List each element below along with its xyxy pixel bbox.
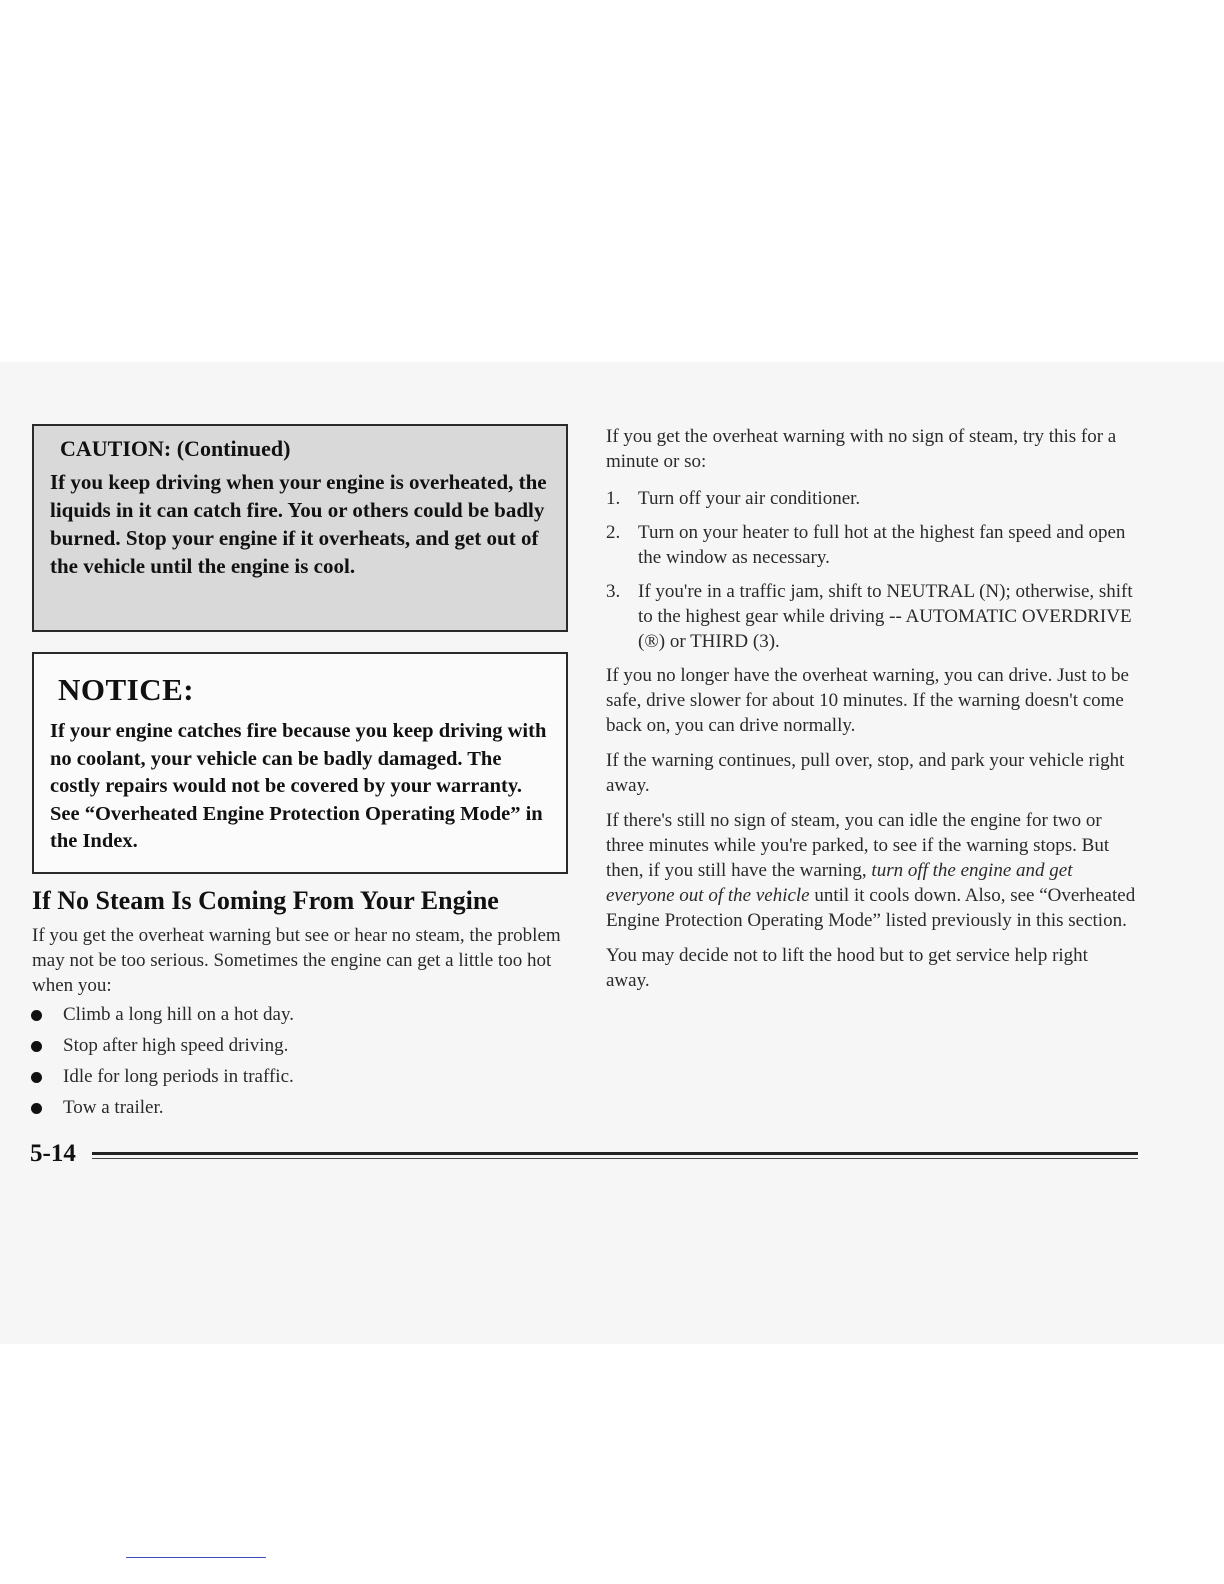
- list-item: [30, 1095, 550, 1126]
- section-heading: If No Steam Is Coming From Your Engine: [32, 886, 499, 915]
- para-text: until it cools down. Also, see “Overheated Engine Protection Operating Mode” listed previously in this section.: [606, 885, 1136, 931]
- step-text: Turn off your air conditioner.: [638, 488, 861, 509]
- step-number: 1.: [606, 488, 621, 509]
- step-text: Turn on your heater to full hot at the highest fan speed and open the window as necessary.: [638, 522, 1126, 568]
- para-text: If there's still no sign of steam, you can idle the engine for two or three minutes while you're parked, to see if the warning stops. But then, if you still have the warning,: [606, 810, 1110, 881]
- caution-box: [32, 424, 568, 632]
- step-number: 3.: [606, 581, 621, 602]
- bullet-text: Climb a long hill on a hot day.: [63, 1004, 294, 1025]
- bullet-icon: [31, 1103, 42, 1114]
- para-emphasis: turn off the engine and get everyone out of the vehicle: [606, 860, 1073, 906]
- bottom-underline: [126, 1557, 266, 1558]
- right-para-intro: If you get the overheat warning with no sign of steam, try this for a minute or so:: [606, 426, 1117, 472]
- list-item: [30, 1064, 550, 1095]
- page-footer: [30, 1140, 1140, 1170]
- steps-list: [606, 486, 1136, 654]
- notice-box: [32, 652, 568, 874]
- right-para-no-steam: [606, 808, 1136, 933]
- bullet-icon: [31, 1041, 42, 1052]
- step-number: 2.: [606, 522, 621, 543]
- bullet-list: [30, 1002, 550, 1126]
- caution-body: If you keep driving when your engine is overheated, the liquids in it can catch fire. You or others could be badly burned. Stop your engine if it overheats, and get out of the vehicle until the engine is cool.: [50, 470, 547, 578]
- step-item: [606, 520, 1136, 570]
- step-item: [606, 579, 1136, 654]
- page-number: 5-14: [30, 1140, 76, 1167]
- section-intro: If you get the overheat warning but see or hear no steam, the problem may not be too serious. Sometimes the engine can get a little too hot when you:: [32, 925, 561, 996]
- bullet-icon: [31, 1010, 42, 1021]
- list-item: [30, 1002, 550, 1033]
- bullet-icon: [31, 1072, 42, 1083]
- list-item: [30, 1033, 550, 1064]
- bullet-text: Tow a trailer.: [63, 1097, 164, 1118]
- right-column: [606, 424, 1136, 1003]
- footer-rule-thin: [92, 1158, 1138, 1159]
- bullet-text: Stop after high speed driving.: [63, 1035, 289, 1056]
- notice-body: If your engine catches fire because you keep driving with no coolant, your vehicle can be badly damaged. The costly repairs would not be covered by your warranty. See “Overheated Engine Protection Operating Mode” in the Index.: [50, 720, 547, 852]
- bullet-text: Idle for long periods in traffic.: [63, 1066, 294, 1087]
- caution-title: CAUTION: (Continued): [60, 436, 291, 461]
- step-item: [606, 486, 1136, 511]
- right-para-service: You may decide not to lift the hood but to get service help right away.: [606, 945, 1088, 991]
- footer-rule: [92, 1152, 1138, 1155]
- right-para-continues: If the warning continues, pull over, stop, and park your vehicle right away.: [606, 750, 1125, 796]
- notice-title: NOTICE:: [58, 672, 195, 707]
- step-text: If you're in a traffic jam, shift to NEUTRAL (N); otherwise, shift to the highest gear while driving -- AUTOMATIC OVERDRIVE (®) or THIRD (3).: [638, 581, 1133, 652]
- right-para-no-warning: If you no longer have the overheat warning, you can drive. Just to be safe, drive slower for about 10 minutes. If the warning doesn't come back on, you can drive normally.: [606, 665, 1129, 736]
